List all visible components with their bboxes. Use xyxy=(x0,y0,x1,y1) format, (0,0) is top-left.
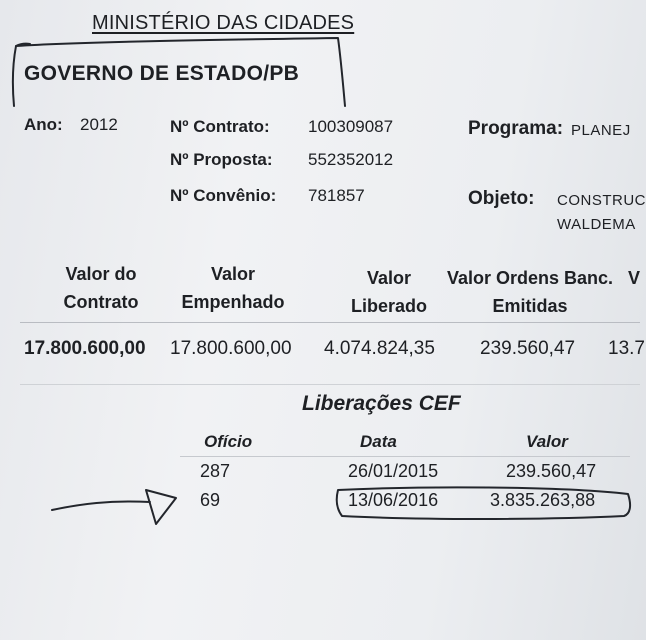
valor-ordens-value: 239.560,47 xyxy=(480,338,576,359)
convenio-label: Nº Convênio: xyxy=(170,186,277,205)
convenio-value: 781857 xyxy=(308,186,365,205)
cef-row-2-data: 13/06/2016 xyxy=(348,490,439,510)
ano-label: Ano: xyxy=(24,115,63,134)
col-header-valor-contrato: Valor do Contrato xyxy=(63,264,139,312)
cef-row-1-valor: 239.560,47 xyxy=(506,461,597,481)
valor-empenhado-value: 17.800.600,00 xyxy=(170,338,292,359)
proposta-value: 552352012 xyxy=(308,150,394,169)
valor-contrato-value: 17.800.600,00 xyxy=(24,338,146,359)
programa-label: Programa: xyxy=(468,118,564,139)
col-header-valor-liberado: Valor Liberado xyxy=(350,268,427,316)
proposta-label: Nº Proposta: xyxy=(170,150,273,169)
cef-row-2-valor: 3.835.263,88 xyxy=(490,490,596,510)
government-heading: GOVERNO DE ESTADO/PB xyxy=(24,62,300,85)
contrato-label: Nº Contrato: xyxy=(170,117,270,136)
contrato-value: 100309087 xyxy=(308,117,394,136)
col-header-valor-empenhado: Valor Empenhado xyxy=(181,264,285,312)
cef-header-data: Data xyxy=(360,432,397,451)
arrow-icon xyxy=(52,490,176,524)
cef-header-valor: Valor xyxy=(526,432,568,451)
ministry-heading: MINISTÉRIO DAS CIDADES xyxy=(92,12,355,34)
cutoff-value: 13.7 xyxy=(608,338,645,359)
cef-row-2-oficio: 69 xyxy=(200,490,221,510)
programa-value: PLANEJ xyxy=(571,122,631,139)
cef-row-1-data: 26/01/2015 xyxy=(348,461,439,481)
col-header-cutoff: V xyxy=(628,268,641,288)
col-header-ordens-bancarias: Valor Ordens Banc. Emitidas xyxy=(446,268,614,316)
ano-value: 2012 xyxy=(80,115,118,134)
liberacoes-title: Liberações CEF xyxy=(302,392,461,415)
cef-header-oficio: Ofício xyxy=(204,432,253,451)
objeto-label: Objeto: xyxy=(468,188,535,209)
cef-row-1-oficio: 287 xyxy=(200,461,231,481)
government-box-marking xyxy=(13,38,345,106)
objeto-value-line1: CONSTRUC xyxy=(557,192,646,209)
objeto-value-line2: WALDEMA xyxy=(557,216,636,233)
valor-liberado-value: 4.074.824,35 xyxy=(324,338,435,359)
highlight-oval-marking xyxy=(337,487,630,519)
